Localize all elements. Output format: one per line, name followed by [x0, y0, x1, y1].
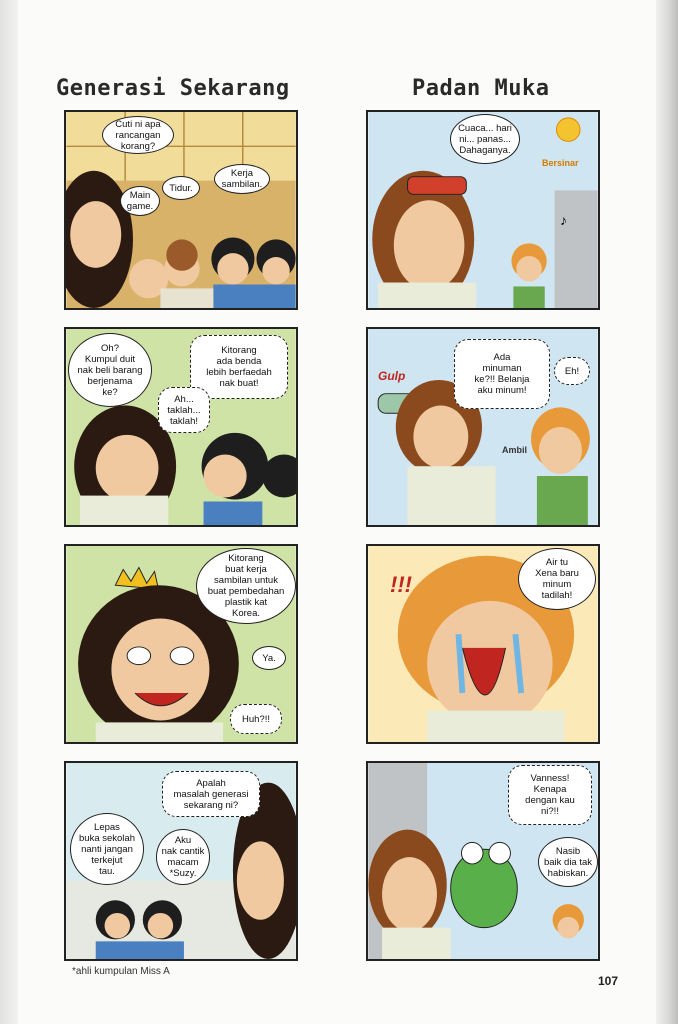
speech-bubble: Air tu Xena baru minum tadilah! [518, 548, 596, 610]
left-panel-3 [64, 544, 298, 744]
speech-bubble: Kitorang buat kerja sambilan untuk buat pembedahan plastik kat Korea. [196, 548, 296, 624]
speech-bubble: Aku nak cantik macam *Suzy. [156, 829, 210, 885]
sound-effect-label: Bersinar [542, 158, 579, 168]
right-panel-2 [366, 327, 600, 527]
speech-bubble: Ya. [252, 646, 286, 670]
left-strip-title: Generasi Sekarang [56, 76, 290, 101]
speech-bubble: Eh! [554, 357, 590, 385]
sound-effect-label: Gulp [378, 369, 406, 383]
page-number: 107 [598, 974, 619, 988]
classroom-scene [66, 112, 296, 308]
right-strip-title: Padan Muka [412, 76, 550, 101]
sound-effect-label: Ambil [502, 445, 528, 455]
speech-bubble: Apalah masalah generasi sekarang ni? [162, 771, 260, 817]
speech-bubble: Kerja sambilan. [214, 164, 270, 194]
speech-bubble: Kitorang ada benda lebih berfaedah nak buat! [190, 335, 288, 399]
speech-bubble: Vanness! Kenapa dengan kau ni?!! [508, 765, 592, 825]
speech-bubble: Main game. [120, 186, 160, 216]
speech-bubble: Oh? Kumpul duit nak beli barang berjenama ke? [68, 333, 152, 407]
footnote: *ahli kumpulan Miss A [72, 966, 170, 977]
right-panel-1 [366, 110, 600, 310]
left-panel-1 [64, 110, 298, 310]
speech-bubble: Tidur. [162, 176, 200, 200]
left-panel-2 [64, 327, 298, 527]
music-note-icon: ♪ [560, 212, 567, 228]
speech-bubble: Nasib baik dia tak habiskan. [538, 837, 598, 887]
speech-bubble: Cuaca... hari ni... panas... Dahaganya. [450, 114, 520, 164]
speech-bubble: Ah... taklah... taklah! [158, 387, 210, 433]
book-spine [656, 0, 678, 1024]
right-panel-3 [366, 544, 600, 744]
left-panel-4 [64, 761, 298, 961]
speech-bubble: Ada minuman ke?!! Belanja aku minum! [454, 339, 550, 409]
speech-bubble: Huh?!! [230, 704, 282, 734]
sound-effect-label: !!! [390, 572, 412, 597]
speech-bubble: Cuti ni apa rancangan korang? [102, 116, 174, 154]
page-left-shadow [0, 0, 20, 1024]
right-panel-4 [366, 761, 600, 961]
speech-bubble: Lepas buka sekolah nanti jangan terkejut tau. [70, 813, 144, 885]
